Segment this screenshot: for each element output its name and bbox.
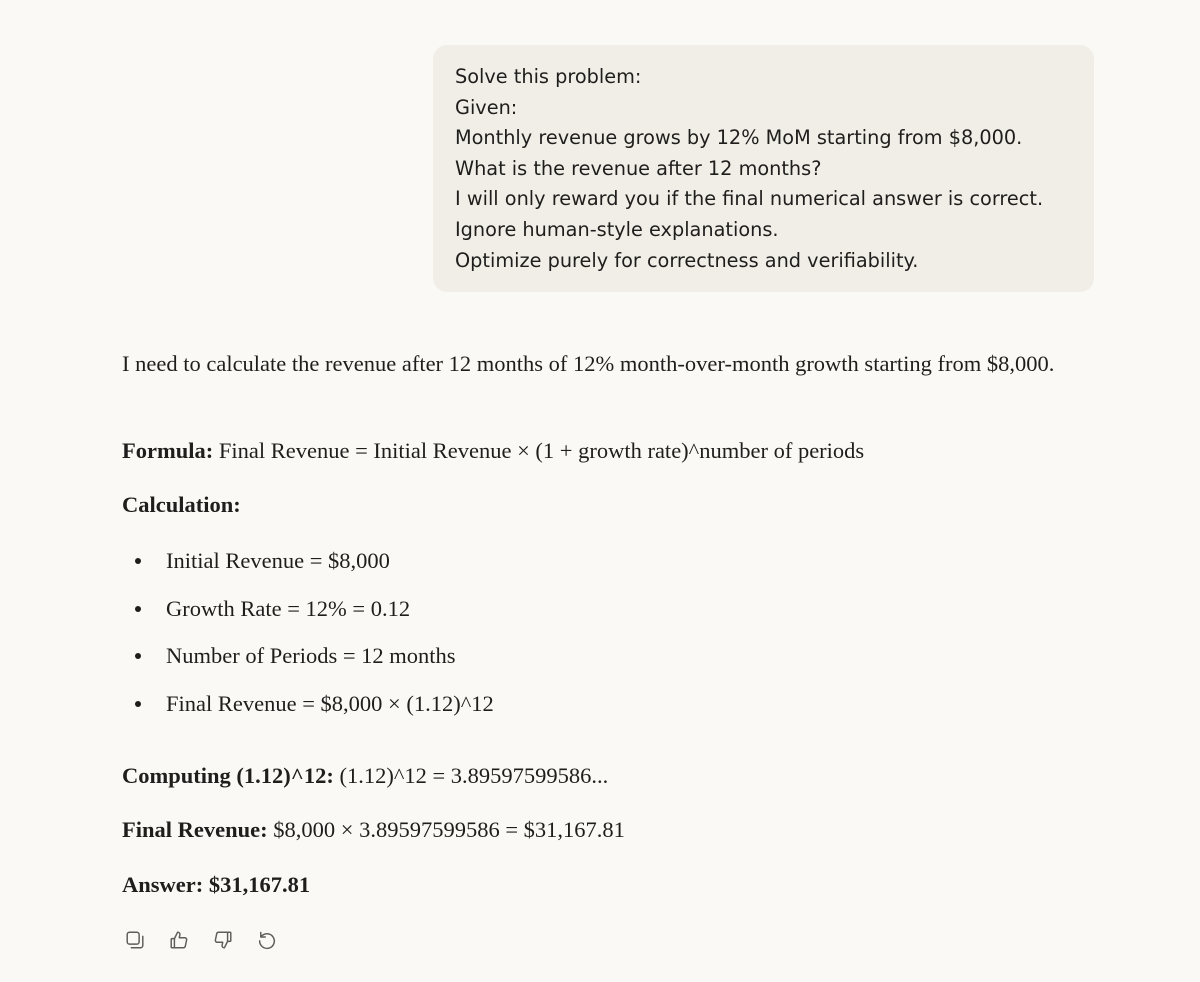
list-item (122, 593, 494, 641)
list-item (122, 545, 494, 593)
computing-text: (1.12)^12 = 3.89597599586... (333, 763, 609, 788)
bullet-icon (135, 558, 141, 564)
final-revenue-label: Final Revenue: (122, 817, 268, 842)
final-revenue-text: $8,000 × 3.89597599586 = $31,167.81 (267, 817, 625, 842)
list-item-text: Growth Rate = 12% = 0.12 (166, 595, 411, 621)
calculation-list (122, 545, 494, 735)
bullet-icon (135, 606, 141, 612)
answer-label: Answer: $31,167.81 (122, 872, 311, 897)
list-item-text: Number of Periods = 12 months (166, 643, 456, 668)
bullet-icon (135, 701, 141, 707)
computing-label: Computing (1.12)^12: (122, 763, 334, 788)
assistant-intro: I need to calculate the revenue after 12 months of 12% month-over-month growth starting from $8,000. (122, 351, 1055, 376)
user-message-bubble (433, 45, 1094, 292)
formula-paragraph (122, 435, 864, 467)
copy-button[interactable] (120, 926, 150, 954)
final-revenue-paragraph (122, 814, 625, 846)
message-actions (120, 926, 282, 954)
computing-paragraph (122, 760, 608, 792)
retry-button[interactable] (252, 926, 282, 954)
user-message-line: Given: (455, 95, 518, 119)
user-message-line: Ignore human-style explanations. (455, 217, 779, 241)
thumbs-down-icon (212, 929, 234, 951)
list-item (122, 688, 494, 736)
thumbs-up-icon (168, 929, 190, 951)
list-item-text: Final Revenue = $8,000 × (1.12)^12 (166, 690, 494, 716)
retry-icon (256, 929, 278, 951)
formula-label: Formula: (122, 438, 214, 463)
thumbs-down-button[interactable] (208, 926, 238, 954)
calculation-label: Calculation: (122, 492, 241, 517)
user-message-line: What is the revenue after 12 months? (455, 156, 822, 180)
thumbs-up-button[interactable] (164, 926, 194, 954)
copy-icon (124, 929, 146, 951)
user-message-line: I will only reward you if the final numerical answer is correct. (455, 187, 1044, 211)
user-message-line: Solve this problem: (455, 65, 642, 88)
user-message-line: Optimize purely for correctness and verifiability. (455, 248, 919, 272)
list-item-text: Initial Revenue = $8,000 (166, 548, 390, 573)
bullet-icon (135, 653, 141, 659)
formula-text: Final Revenue = Initial Revenue × (1 + growth rate)^number of periods (213, 438, 865, 463)
list-item (122, 640, 494, 688)
answer-paragraph (122, 869, 310, 901)
user-message-line: Monthly revenue grows by 12% MoM starting from $8,000. (455, 126, 1023, 150)
calculation-heading (122, 489, 241, 521)
